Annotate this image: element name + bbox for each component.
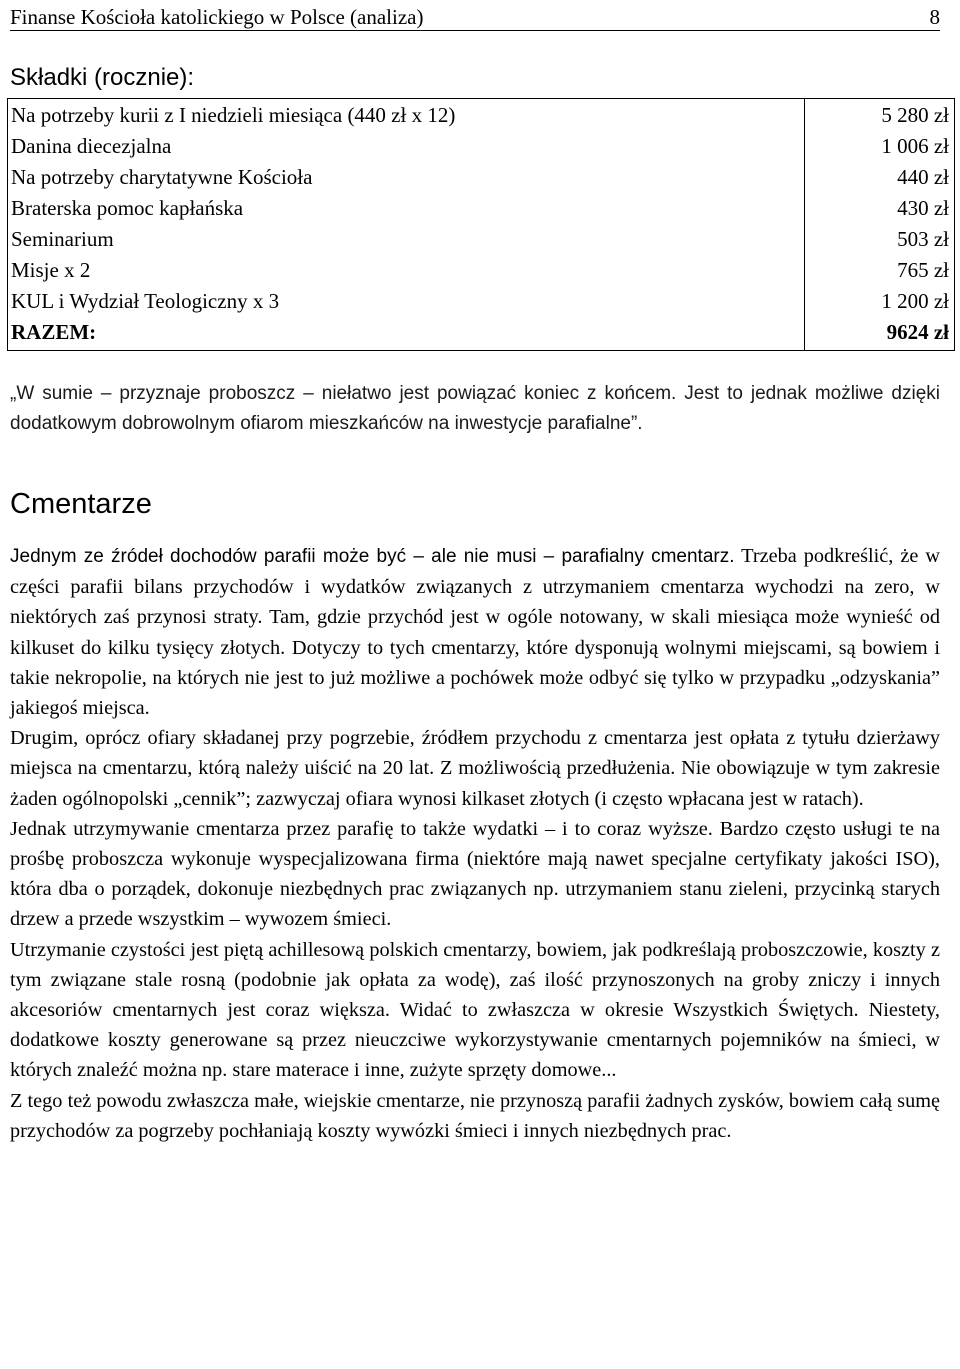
table-row <box>8 255 955 286</box>
document-title: Finanse Kościoła katolickiego w Polsce (analiza) <box>10 5 424 29</box>
fee-label: Seminarium <box>8 224 805 255</box>
fee-amount: 1 200 zł <box>805 286 955 317</box>
paragraph-4: Utrzymanie czystości jest piętą achillesową polskich cmentarzy, bowiem, jak podkreślają proboszczowie, koszty z tym związane stale rosną (podobnie jak opłata za wodę), zaś ilość przynoszonych na groby zniczy i innych akcesoriów cmentarnych jest coraz większa. Widać to zwłaszcza w okresie Wszystkich Świętych. Niestety, dodatkowe koszty generowane są przez nieuczciwe wykorzystywanie cmentarnych pojemników na śmieci, w których znaleźć można np. stare materace i inne, zużyte sprzęty domowe... <box>10 938 940 1082</box>
fee-label: Na potrzeby charytatywne Kościoła <box>8 162 805 193</box>
paragraph-1 <box>10 541 940 723</box>
table-row <box>8 286 955 317</box>
table-row <box>8 224 955 255</box>
table-row <box>8 99 955 132</box>
fee-label: Danina diecezjalna <box>8 131 805 162</box>
fee-label: Misje x 2 <box>8 255 805 286</box>
document-page <box>10 0 949 1146</box>
table-row <box>8 162 955 193</box>
cemeteries-body <box>10 541 940 1146</box>
paragraph-1-rest: Trzeba podkreślić, że w części parafii bilans przychodów i wydatków związanych z utrzymaniem cmentarza wychodzi na zero, w niektórych zaś przynosi straty. Tam, gdzie przychód jest w ogóle notowany, w skali miesiąca może wynieść od kilkuset do kilku tysięcy złotych. Dotyczy to tych cmentarzy, które dysponują wolnymi miejscami, są bowiem i takie nekropolie, na których nie jest to już możliwe a pochówek może odbyć się tylko w przypadku „odzyskania” jakiegoś miejsca. <box>10 545 940 720</box>
paragraph-2: Drugim, oprócz ofiary składanej przy pogrzebie, źródłem przychodu z cmentarza jest opłata z tytułu dzierżawy miejsca na cmentarzu, którą należy uiścić na 20 lat. Z możliwością przedłużenia. Nie obowiązuje w tym zakresie żaden ogólnopolski „cennik”; zazwyczaj ofiara wynosi kilkaset złotych (i często wpłacana jest w ratach). <box>10 727 940 810</box>
fee-amount: 5 280 zł <box>805 99 955 132</box>
total-label: RAZEM: <box>8 317 805 351</box>
fee-amount: 440 zł <box>805 162 955 193</box>
fee-label: Na potrzeby kurii z I niedzieli miesiąca (440 zł x 12) <box>8 99 805 132</box>
paragraph-3: Jednak utrzymywanie cmentarza przez parafię to także wydatki – i to coraz wyższe. Bardzo często usługi te na prośbę proboszcza wykonuje wyspecjalizowana firma (niektóre mają nawet specjalne certyfikaty jakości ISO), która dba o porządek, dokonuje niezbędnych prac związanych np. utrzymaniem stanu zieleni, przycinką starych drzew a przede wszystkim – wywozem śmieci. <box>10 817 940 931</box>
fee-label: KUL i Wydział Teologiczny x 3 <box>8 286 805 317</box>
fees-table <box>7 98 955 351</box>
fee-label: Braterska pomoc kapłańska <box>8 193 805 224</box>
cemeteries-heading: Cmentarze <box>10 488 152 520</box>
fees-heading: Składki (rocznie): <box>10 64 195 91</box>
table-row <box>8 193 955 224</box>
paragraph-1-intro: Jednym ze źródeł dochodów parafii może być – ale nie musi – parafialny cmentarz. <box>10 546 735 567</box>
fee-amount: 765 zł <box>805 255 955 286</box>
fee-amount: 1 006 zł <box>805 131 955 162</box>
priest-quote: „W sumie – przyznaje proboszcz – niełatwo jest powiązać koniec z końcem. Jest to jednak możliwe dzięki dodatkowym dobrowolnym ofiarom mieszkańców na inwestycje parafialne”. <box>10 383 940 434</box>
paragraph-5: Z tego też powodu zwłaszcza małe, wiejskie cmentarze, nie przynoszą parafii żadnych zysków, bowiem całą sumę przychodów za pogrzeby pochłaniają koszty wywózki śmieci i innych niezbędnych prac. <box>10 1089 940 1142</box>
running-header <box>10 0 940 31</box>
total-amount: 9624 zł <box>805 317 955 351</box>
total-row <box>8 317 955 351</box>
table-row <box>8 131 955 162</box>
fee-amount: 430 zł <box>805 193 955 224</box>
page-number: 8 <box>929 5 940 29</box>
fee-amount: 503 zł <box>805 224 955 255</box>
